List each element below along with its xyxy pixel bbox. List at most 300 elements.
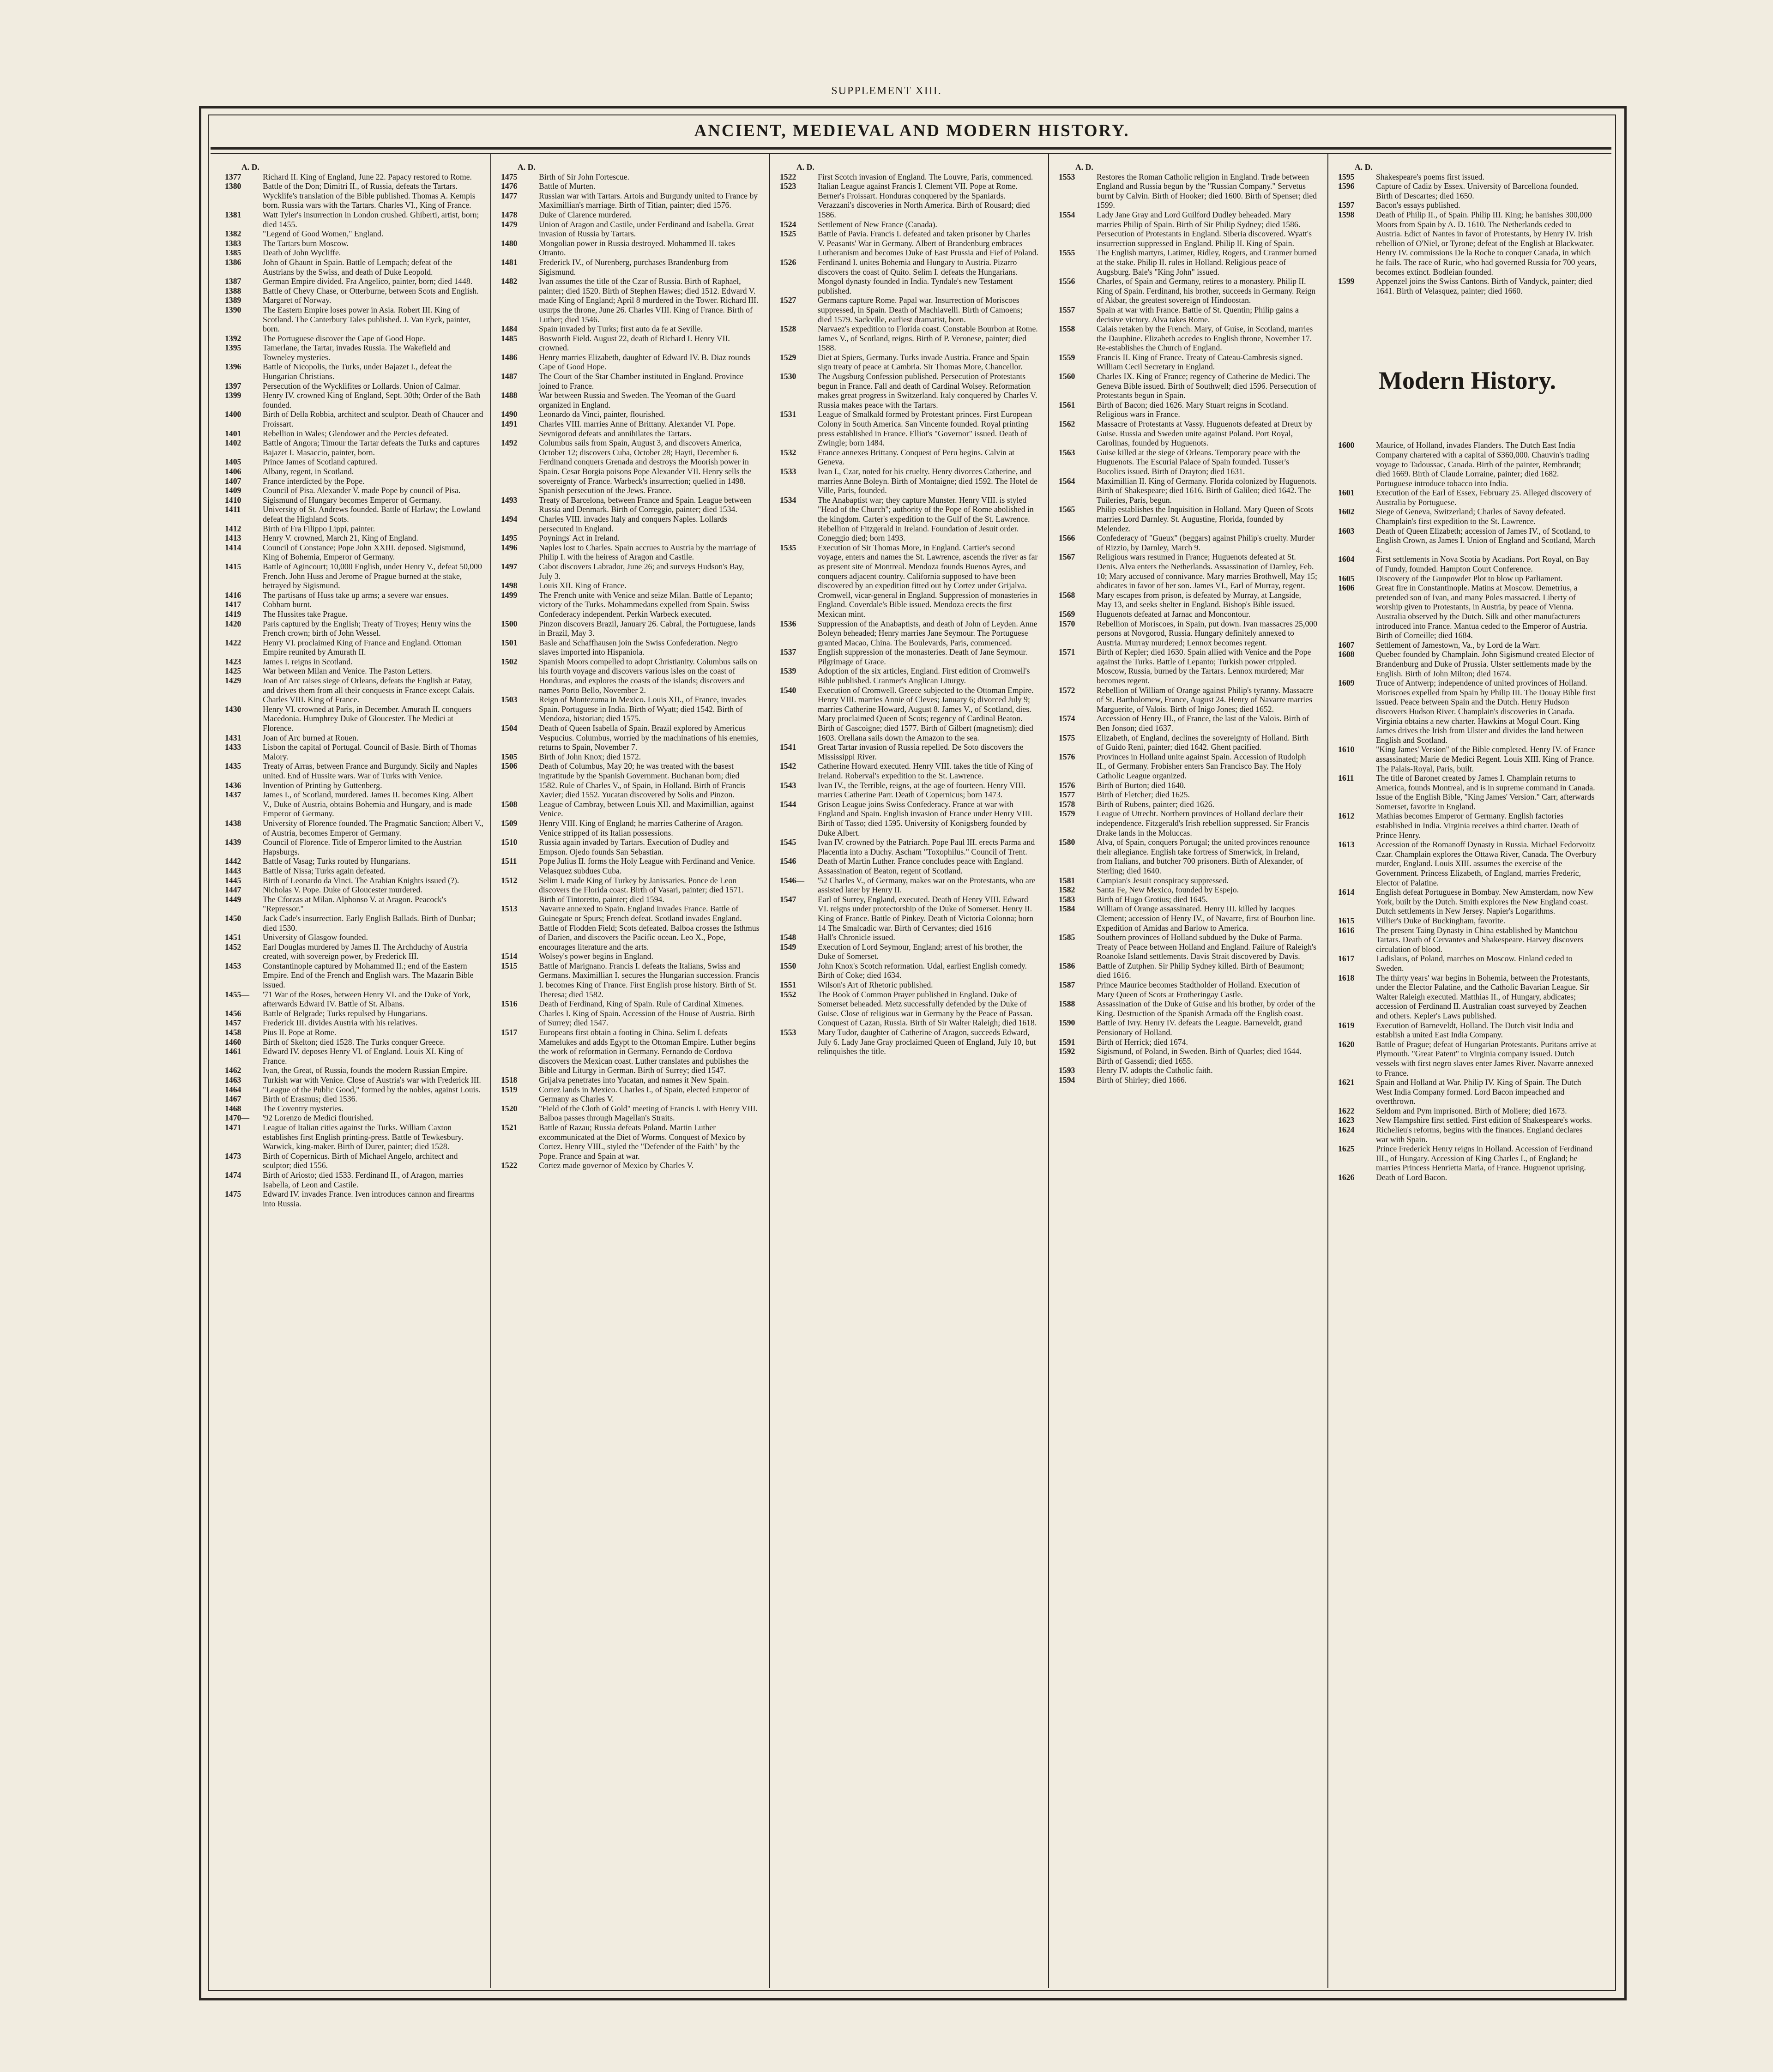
ad-heading: A. D. bbox=[1355, 163, 1373, 172]
entry-text: Ivan assumes the title of the Czar of Russia. Birth of Raphael, painter; died 1520. Birth of Stephen Hawes; died 1512. Edward V. made King of England; April 8 murdered in the Tower. Richard III. usurps the throne, June 26. Charles VIII. King of France. Birth of Luther; died 1546. bbox=[539, 277, 759, 324]
page-title: ANCIENT, MEDIEVAL AND MODERN HISTORY. bbox=[694, 121, 1130, 140]
history-entry bbox=[225, 457, 483, 467]
entry-year: 1509 bbox=[501, 818, 518, 828]
entry-year: 1585 bbox=[1059, 933, 1075, 942]
history-entry bbox=[501, 495, 760, 514]
entry-year: 1473 bbox=[225, 1151, 241, 1161]
entry-year: 1498 bbox=[501, 581, 518, 590]
entry-year: 1485 bbox=[501, 333, 518, 343]
history-entry bbox=[225, 1113, 483, 1123]
entry-text: Earl Douglas murdered by James II. The Archduchy of Austria created, with sovereign power, by Frederick III. bbox=[263, 942, 468, 961]
entry-year: 1508 bbox=[501, 799, 518, 809]
entry-year: 1460 bbox=[225, 1037, 241, 1047]
entry-text: The French unite with Venice and seize Milan. Battle of Lepanto; victory of the Turks. Mohammedans expelled from Spain. Swiss Confederacy independent. Perkin Warbeck executed. bbox=[539, 590, 753, 619]
entry-text: Settlement of Jamestown, Va., by Lord de la Warr. bbox=[1376, 640, 1540, 650]
entry-year: 1625 bbox=[1338, 1144, 1355, 1154]
entry-text: Battle of Nissa; Turks again defeated. bbox=[263, 866, 386, 875]
history-entry bbox=[1338, 1106, 1597, 1116]
entry-text: Birth of John Knox; died 1572. bbox=[539, 752, 641, 761]
entry-text: Accession of Henry III., of France, the last of the Valois. Birth of Ben Jonson; died 1637. bbox=[1097, 714, 1309, 733]
entry-year: 1593 bbox=[1059, 1066, 1075, 1075]
entry-text: Assassination of the Duke of Guise and his brother, by order of the King. Destruction of the Spanish Armada off the English coast. bbox=[1097, 999, 1315, 1018]
entry-text: Spain invaded by Turks; first auto da fe at Seville. bbox=[539, 324, 703, 334]
history-entry bbox=[225, 1047, 483, 1066]
history-entry bbox=[225, 885, 483, 895]
entry-year: 1610 bbox=[1338, 745, 1355, 754]
history-entry bbox=[1338, 640, 1597, 650]
entry-year: 1501 bbox=[501, 638, 518, 647]
entry-year: 1559 bbox=[1059, 352, 1075, 362]
entry-text: The Coventry mysteries. bbox=[263, 1103, 344, 1113]
entry-year: 1528 bbox=[780, 324, 796, 334]
entry-text: Spain at war with France. Battle of St. Quentin; Philip gains a decisive victory. Alva takes Rome. bbox=[1097, 305, 1299, 324]
history-entry bbox=[1338, 172, 1597, 182]
entry-text: Birth of Rubens, painter; died 1626. bbox=[1097, 799, 1214, 809]
entry-year: 1453 bbox=[225, 961, 241, 970]
entry-text: Spain and Holland at War. Philip IV. King of Spain. The Dutch West India Company formed. Lord Bacon impeached and overthrown. bbox=[1376, 1078, 1581, 1106]
entry-text: War between Russia and Sweden. The Yeoman of the Guard organized in England. bbox=[539, 391, 736, 410]
history-entry bbox=[225, 248, 483, 258]
history-entry bbox=[1338, 1021, 1597, 1040]
entry-text: Mary escapes from prison, is defeated by Murray, at Langside, May 13, and seeks shelter in England. Bishop's Bible issued. bbox=[1097, 590, 1301, 609]
entry-year: 1430 bbox=[225, 704, 241, 714]
history-entry bbox=[780, 324, 1038, 353]
entry-year: 1584 bbox=[1059, 904, 1075, 914]
history-entry bbox=[501, 324, 760, 334]
entry-year: 1435 bbox=[225, 761, 241, 771]
entry-year: 1390 bbox=[225, 305, 241, 314]
history-entry bbox=[1338, 1078, 1597, 1106]
history-entry bbox=[780, 619, 1038, 648]
entry-year: 1582 bbox=[1059, 885, 1075, 895]
entry-text: Albany, regent, in Scotland. bbox=[263, 467, 354, 476]
history-entry bbox=[780, 961, 1038, 980]
entry-year: 1620 bbox=[1338, 1039, 1355, 1049]
history-entry bbox=[501, 372, 760, 391]
entry-text: Cobham burnt. bbox=[263, 600, 312, 609]
entry-year: 1614 bbox=[1338, 887, 1355, 897]
history-entry bbox=[225, 181, 483, 210]
entry-year: 1383 bbox=[225, 238, 241, 248]
ad-heading: A. D. bbox=[1075, 163, 1093, 172]
entry-year: 1602 bbox=[1338, 507, 1355, 517]
column-divider bbox=[1048, 154, 1049, 1988]
history-entry bbox=[1338, 973, 1597, 1021]
history-entry bbox=[225, 239, 483, 248]
entry-text: Elizabeth, of England, declines the sovereignty of Holland. Birth of Guido Reni, painter; died 1642. Ghent pacified. bbox=[1097, 733, 1309, 752]
entry-text: Henry V. crowned, March 21, King of England. bbox=[263, 533, 418, 543]
history-entry bbox=[1059, 733, 1317, 752]
entry-year: 1476 bbox=[501, 181, 518, 191]
entry-text: Appenzel joins the Swiss Cantons. Birth of Vandyck, painter; died 1641. Birth of Velasquez, painter; died 1660. bbox=[1376, 277, 1592, 295]
history-entry bbox=[1059, 1018, 1317, 1037]
history-entry bbox=[1059, 961, 1317, 980]
history-entry bbox=[1059, 533, 1317, 552]
history-entry bbox=[225, 933, 483, 942]
history-entry bbox=[780, 781, 1038, 800]
entry-year: 1494 bbox=[501, 514, 518, 524]
entry-text: Birth of Erasmus; died 1536. bbox=[263, 1094, 357, 1104]
entry-year: 1569 bbox=[1059, 609, 1075, 619]
history-entry bbox=[1059, 609, 1317, 619]
history-entry bbox=[1059, 647, 1317, 685]
entry-year: 1480 bbox=[501, 238, 518, 248]
entry-year: 1586 bbox=[1059, 961, 1075, 970]
entry-text: Battle of the Don; Dimitri II., of Russia, defeats the Tartars. Wycklife's translation of the Bible published. Thomas A. Kempis born. Russia wars with the Tartars. Charles VI., King of France. bbox=[263, 181, 476, 210]
entry-text: Grijalva penetrates into Yucatan, and names it New Spain. bbox=[539, 1075, 729, 1084]
history-entry bbox=[501, 619, 760, 638]
entry-year: 1481 bbox=[501, 257, 518, 267]
entry-text: Discovery of the Gunpowder Plot to blow up Parliament. bbox=[1376, 573, 1563, 583]
entry-text: Bacon's essays published. bbox=[1376, 200, 1460, 210]
history-entry bbox=[1338, 745, 1597, 773]
entry-text: Spanish Moors compelled to adopt Christianity. Columbus sails on his fourth voyage and discovers various isles on the coast of Honduras, and explores the coasts of the islands; discovers and names Porto Bello, November 2. bbox=[539, 657, 757, 695]
entry-year: 1486 bbox=[501, 352, 518, 362]
entry-text: League of Cambray, between Louis XII. and Maximillian, against Venice. bbox=[539, 799, 754, 819]
history-entry bbox=[1059, 590, 1317, 609]
entry-year: 1615 bbox=[1338, 916, 1355, 925]
entry-year: 1607 bbox=[1338, 640, 1355, 650]
history-column-1 bbox=[225, 163, 483, 1982]
history-entry bbox=[1338, 440, 1597, 488]
entry-text: Cortez lands in Mexico. Charles I., of Spain, elected Emperor of Germany as Charles V. bbox=[539, 1084, 749, 1104]
history-entry bbox=[501, 391, 760, 410]
entry-text: Birth of Leonardo da Vinci. The Arabian Knights issued (?). bbox=[263, 875, 459, 885]
entry-year: 1436 bbox=[225, 780, 241, 790]
entry-text: James I. reigns in Scotland. bbox=[263, 657, 353, 666]
history-entry bbox=[225, 1009, 483, 1018]
history-entry bbox=[780, 942, 1038, 961]
entry-text: Wilson's Art of Rhetoric published. bbox=[818, 980, 933, 990]
entry-text: Restores the Roman Catholic religion in England. Trade between England and Russia begun by the "Russian Company." Servetus burnt by Calvin. Birth of Hooker; died 1600. Birth of Spenser; died 1599. bbox=[1097, 172, 1317, 210]
history-entry bbox=[1338, 840, 1597, 887]
history-entry bbox=[1059, 476, 1317, 505]
history-entry bbox=[501, 999, 760, 1028]
entry-year: 1468 bbox=[225, 1103, 241, 1113]
history-entry bbox=[225, 486, 483, 495]
entry-text: Execution of Lord Seymour, England; arrest of his brother, the Duke of Somerset. bbox=[818, 942, 1023, 961]
history-entry bbox=[225, 837, 483, 856]
entry-text: The thirty years' war begins in Bohemia, between the Protestants, under the Elector Palatine, and the Catholic Bavarian League. Sir Walter Raleigh executed. Matthias II., of Hungary, abdicates; accession of Ferdinand II. Australian coast surveyed by Zeachen and others. Kepler's Laws published. bbox=[1376, 973, 1590, 1020]
history-entry bbox=[225, 467, 483, 476]
history-entry bbox=[1059, 419, 1317, 448]
entry-text: Execution of Cromwell. Greece subjected to the Ottoman Empire. Henry VIII. marries Annie of Cleves; January 6; divorced July 9; marries Catherine Howard, August 8. James V., of Scotland, dies. Mary proclaimed Queen of Scots; regency of Cardinal Beaton. Birth of Gascoigne; died 1577. Birth of Gilbert (magnetism); died 1603. Orellana sails down the Amazon to the sea. bbox=[818, 685, 1034, 742]
history-entry bbox=[780, 742, 1038, 761]
entry-text: Birth of Burton; died 1640. bbox=[1097, 780, 1186, 790]
entry-year: 1458 bbox=[225, 1028, 241, 1037]
history-column-2 bbox=[501, 163, 760, 1982]
history-entry bbox=[225, 914, 483, 933]
entry-text: Battle of Pavia. Francis I. defeated and taken prisoner by Charles V. Peasants' War in Germany. Albert of Brandenburg embraces Lutheranism and becomes Duke of East Prussia and Fief of Poland. bbox=[818, 229, 1038, 258]
history-entry bbox=[780, 410, 1038, 447]
history-entry bbox=[225, 410, 483, 428]
entry-text: Frederick III. divides Austria with his relatives. bbox=[263, 1018, 417, 1028]
entry-text: Joan of Arc raises siege of Orleans, defeats the English at Patay, and drives them from all their conquests in France except Calais. Charles VIII. King of France. bbox=[263, 676, 475, 705]
entry-year: 1462 bbox=[225, 1066, 241, 1075]
history-entry bbox=[780, 229, 1038, 258]
entry-text: Birth of Hugo Grotius; died 1645. bbox=[1097, 894, 1208, 904]
history-entry bbox=[225, 990, 483, 1009]
entry-text: '52 Charles V., of Germany, makes war on the Protestants, who are assisted later by Henry II. bbox=[818, 875, 1036, 895]
entry-text: Truce of Antwerp; independence of united provinces of Holland. Moriscoes expelled from Spain by Philip III. The Douay Bible first issued. Peace between Spain and the Dutch. Henry Hudson discovers Hudson River. Champlain's discoveries in Canada. Virginia obtains a new charter. Hawkins at Mogul Court. King James drives the Irish from Ulster and divides the land between English and Scotland. bbox=[1376, 678, 1596, 745]
entry-year: 1546— bbox=[780, 875, 805, 885]
entry-year: 1557 bbox=[1059, 305, 1075, 314]
history-entry bbox=[225, 856, 483, 866]
entry-year: 1451 bbox=[225, 933, 241, 942]
entry-year: 1522 bbox=[780, 172, 796, 181]
entry-year: 1568 bbox=[1059, 590, 1075, 600]
entry-year: 1522 bbox=[501, 1161, 518, 1170]
history-entry bbox=[225, 438, 483, 457]
history-entry bbox=[780, 800, 1038, 837]
entry-year: 1499 bbox=[501, 590, 518, 600]
history-entry bbox=[225, 942, 483, 961]
entry-text: Accession of the Romanoff Dynasty in Russia. Michael Fedorvoitz Czar. Champlain explores the Ottawa River, Canada. The Overbury murder, England. Louis XIII. assumes the exercise of the Government. Princess Elizabeth, of England, marries Frederic, Elector of Palatine. bbox=[1376, 840, 1597, 887]
entry-text: Catherine Howard executed. Henry VIII. takes the title of King of Ireland. Roberval's expedition to the St. Lawrence. bbox=[818, 761, 1033, 780]
entry-text: Constantinople captured by Mohammed II.; end of the Eastern Empire. End of the French and English wars. The Mazarin Bible issued. bbox=[263, 961, 474, 990]
history-entry bbox=[780, 353, 1038, 372]
entry-year: 1381 bbox=[225, 210, 241, 219]
entry-text: Frederick IV., of Nurenberg, purchases Brandenburg from Sigismund. bbox=[539, 257, 729, 277]
history-entry bbox=[780, 933, 1038, 942]
entry-year: 1545 bbox=[780, 837, 796, 847]
entry-text: Narvaez's expedition to Florida coast. Constable Bourbon at Rome. James V., of Scotland, reigns. Birth of P. Veronese, painter; died 1588. bbox=[818, 324, 1038, 353]
history-entry bbox=[501, 761, 760, 799]
history-entry bbox=[501, 562, 760, 581]
entry-year: 1558 bbox=[1059, 324, 1075, 334]
entry-year: 1490 bbox=[501, 410, 518, 419]
entry-year: 1547 bbox=[780, 894, 796, 904]
entry-year: 1431 bbox=[225, 733, 241, 742]
entry-text: The Court of the Star Chamber instituted in England. Province joined to France. bbox=[539, 372, 744, 391]
entry-text: The Cforzas at Milan. Alphonso V. at Aragon. Peacock's "Repressor." bbox=[263, 894, 446, 914]
entry-text: Battle of Marignano. Francis I. defeats the Italians, Swiss and Germans. Maximillian I. secures the Hungarian succession. Francis I. becomes King of France. First English prose history. Birth of St. Theresa; died 1582. bbox=[539, 961, 760, 999]
history-entry bbox=[1059, 800, 1317, 809]
entry-text: Great Tartar invasion of Russia repelled. De Soto discovers the Mississippi River. bbox=[818, 742, 1024, 761]
entry-year: 1591 bbox=[1059, 1037, 1075, 1047]
entry-text: Battle of Prague; defeat of Hungarian Protestants. Puritans arrive at Plymouth. "Great Patent" to Virginia company issued. Dutch vessels with first negro slaves enter James River. Navarre annexed to France. bbox=[1376, 1039, 1597, 1078]
entry-text: Maximillian II. King of Germany. Florida colonized by Huguenots. Birth of Shakespeare; died 1616. Birth of Galileo; died 1642. The Tuileries, Paris, begun. bbox=[1097, 476, 1317, 505]
entry-year: 1617 bbox=[1338, 954, 1355, 964]
history-entry bbox=[780, 220, 1038, 229]
entry-text: Council of Florence. Title of Emperor limited to the Austrian Hapsburgs. bbox=[263, 837, 462, 856]
entry-year: 1464 bbox=[225, 1084, 241, 1094]
entry-year: 1555 bbox=[1059, 248, 1075, 258]
entry-year: 1443 bbox=[225, 866, 241, 875]
history-entry bbox=[501, 239, 760, 258]
supplement-label: SUPPLEMENT XIII. bbox=[831, 85, 942, 97]
history-entry bbox=[780, 543, 1038, 619]
entry-text: Henry VI. proclaimed King of France and England. Ottoman Empire reunited by Amurath II. bbox=[263, 638, 462, 657]
entry-year: 1518 bbox=[501, 1075, 518, 1084]
history-entry bbox=[1059, 904, 1317, 933]
entry-text: Birth of Skelton; died 1528. The Turks conquer Greece. bbox=[263, 1037, 445, 1047]
entry-text: Quebec founded by Champlain. John Sigismund created Elector of Brandenburg and Duke of Prussia. Ulster settlements made by the English. Birth of John Milton; died 1674. bbox=[1376, 650, 1595, 678]
entry-text: University of Florence founded. The Pragmatic Sanction; Albert V., of Austria, becomes Emperor of Germany. bbox=[263, 818, 483, 837]
history-entry bbox=[780, 1028, 1038, 1056]
entry-text: Prince James of Scotland captured. bbox=[263, 457, 378, 467]
entry-text: Germans capture Rome. Papal war. Insurrection of Moriscoes suppressed, in Spain. Death of Machiavelli. Birth of Camoens; died 1579. Sackville, earliest dramatist, born. bbox=[818, 295, 1023, 324]
entry-year: 1622 bbox=[1338, 1106, 1355, 1115]
entry-year: 1422 bbox=[225, 638, 241, 647]
entry-text: Siege of Geneva, Switzerland; Charles of Savoy defeated. Champlain's first expedition to the St. Lawrence. bbox=[1376, 507, 1566, 526]
entry-text: "Field of the Cloth of Gold" meeting of Francis I. with Henry VIII. Balboa passes through Magellan's Straits. bbox=[539, 1103, 758, 1123]
history-entry bbox=[1059, 895, 1317, 904]
entry-year: 1600 bbox=[1338, 440, 1355, 450]
entry-year: 1392 bbox=[225, 333, 241, 343]
history-entry bbox=[225, 590, 483, 600]
entry-text: Ladislaus, of Poland, marches on Moscow. Finland ceded to Sweden. bbox=[1376, 954, 1573, 973]
history-entry bbox=[1059, 933, 1317, 961]
entry-year: 1554 bbox=[1059, 210, 1075, 219]
entry-year: 1519 bbox=[501, 1084, 518, 1094]
entry-text: League of Utrecht. Northern provinces of Holland declare their independence. Fitzgerald's Irish rebellion suppressed. Sir Francis Drake lands in the Moluccas. bbox=[1097, 809, 1309, 837]
entry-year: 1621 bbox=[1338, 1078, 1355, 1087]
entry-text: Battle of Murten. bbox=[539, 181, 596, 191]
entry-year: 1581 bbox=[1059, 875, 1075, 885]
entry-year: 1401 bbox=[225, 428, 241, 438]
entry-year: 1445 bbox=[225, 875, 241, 885]
entry-text: First Scotch invasion of England. The Louvre, Paris, commenced. bbox=[818, 172, 1033, 181]
entry-text: Charles IX. King of France; regency of Catherine de Medici. The Geneva Bible issued. Birth of Southwell; died 1596. Persecution of Protestants begun in Spain. bbox=[1097, 372, 1317, 400]
entry-year: 1452 bbox=[225, 942, 241, 952]
entry-year: 1463 bbox=[225, 1075, 241, 1084]
history-entry bbox=[1059, 1066, 1317, 1075]
entry-year: 1524 bbox=[780, 219, 796, 229]
entry-text: The Eastern Empire loses power in Asia. Robert III. King of Scotland. The Canterbury Tales published. J. Van Eyck, painter, born. bbox=[263, 305, 471, 334]
history-entry bbox=[225, 391, 483, 410]
history-entry bbox=[780, 295, 1038, 324]
entry-year: 1449 bbox=[225, 894, 241, 904]
entry-year: 1397 bbox=[225, 381, 241, 391]
history-entry bbox=[225, 657, 483, 667]
entry-text: The Portuguese discover the Cape of Good Hope. bbox=[263, 333, 425, 343]
entry-year: 1526 bbox=[780, 257, 796, 267]
entry-text: Grison League joins Swiss Confederacy. France at war with England and Spain. English invasion of France under Henry VIII. Birth of Tasso; died 1595. University of Konigsberg founded by Duke Albert. bbox=[818, 799, 1032, 837]
history-entry bbox=[225, 1151, 483, 1170]
entry-year: 1387 bbox=[225, 277, 241, 286]
entry-text: Henry VIII. King of England; he marries Catherine of Aragon. Venice stripped of its Italian possessions. bbox=[539, 818, 743, 837]
entry-year: 1605 bbox=[1338, 573, 1355, 583]
entry-year: 1537 bbox=[780, 647, 796, 657]
entry-year: 1475 bbox=[225, 1189, 241, 1199]
entry-year: 1533 bbox=[780, 467, 796, 476]
entry-year: 1402 bbox=[225, 438, 241, 448]
entry-text: Southern provinces of Holland subdued by the Duke of Parma. Treaty of Peace between Holland and England. Failure of Raleigh's Roanoke Island settlements. Davis Strait discovered by Davis. bbox=[1097, 933, 1317, 961]
history-entry bbox=[1059, 324, 1317, 353]
entry-text: Huguenots defeated at Jarnac and Moncontour. bbox=[1097, 609, 1251, 619]
entry-text: War between Milan and Venice. The Paston Letters. bbox=[263, 666, 432, 676]
entry-text: Wolsey's power begins in England. bbox=[539, 952, 653, 961]
column-divider bbox=[1327, 154, 1328, 1988]
history-column-3 bbox=[780, 163, 1038, 1982]
entry-text: League of Smalkald formed by Protestant princes. First European Colony in South America. San Vincente founded. Royal printing press established in France. Elliot's "Governor" issued. Death of Zwingle; born 1484. bbox=[818, 410, 1032, 448]
entry-text: Richard II. King of England, June 22. Papacy restored to Rome. bbox=[263, 172, 472, 181]
history-entry bbox=[225, 876, 483, 885]
entry-year: 1534 bbox=[780, 495, 796, 505]
history-entry bbox=[225, 1075, 483, 1085]
entry-text: Prince Frederick Henry reigns in Holland. Accession of Ferdinand III., of Hungary. Accession of King Charles I., of England; he marries Princess Henrietta Maria, of France. Huguenot uprising. bbox=[1376, 1144, 1593, 1173]
history-entry bbox=[1059, 999, 1317, 1018]
entry-text: Basle and Schaffhausen join the Swiss Confederation. Negro slaves imported into Hispaniola. bbox=[539, 638, 738, 657]
entry-year: 1575 bbox=[1059, 733, 1075, 742]
entry-year: 1612 bbox=[1338, 811, 1355, 821]
entry-year: 1484 bbox=[501, 324, 518, 334]
entry-year: 1587 bbox=[1059, 980, 1075, 990]
entry-text: Rebellion of Moriscoes, in Spain, put down. Ivan massacres 25,000 persons at Novgorod, Russia. Hungary definitely annexed to Austria. Murray murdered; Lennox becomes regent. bbox=[1097, 619, 1317, 647]
entry-year: 1515 bbox=[501, 961, 518, 970]
history-entry bbox=[501, 191, 760, 210]
history-entry bbox=[1338, 488, 1597, 507]
entry-text: The Hussites take Prague. bbox=[263, 609, 348, 619]
entry-text: Union of Aragon and Castile, under Ferdinand and Isabella. Great invasion of Russia by Tartars. bbox=[539, 219, 754, 239]
entry-text: Rebellion of William of Orange against Philip's tyranny. Massacre of St. Bartholomew, France, August 24. Henry of Navarre marries Marguerite, of Valois. Birth of Inigo Jones; died 1652. bbox=[1097, 685, 1314, 714]
entry-year: 1544 bbox=[780, 799, 796, 809]
entry-text: Alva, of Spain, conquers Portugal; the united provinces renounce their allegiance. English take fortress of Smerwick, in Ireland, from Italians, and butcher 700 prisoners. Birth of Alexander, of Sterling; died 1640. bbox=[1097, 837, 1310, 875]
history-entry bbox=[225, 495, 483, 505]
history-entry bbox=[1059, 980, 1317, 999]
history-entry bbox=[225, 638, 483, 657]
entry-text: '71 War of the Roses, between Henry VI. and the Duke of York, afterwards Edward IV. Battle of St. Albans. bbox=[263, 989, 471, 1009]
entry-text: Maurice, of Holland, invades Flanders. The Dutch East India Company chartered with a capital of $360,000. Chauvin's trading voyage to Tadoussac, Canada. Birth of the painter, Rembrandt; died 1669. Birth of Claude Lorraine, painter; died 1682. Portuguese introduce tobacco into India. bbox=[1376, 440, 1589, 488]
entry-text: Execution of Barneveldt, Holland. The Dutch visit India and establish a united East India Company. bbox=[1376, 1020, 1574, 1040]
entry-text: Henry VI. crowned at Paris, in December. Amurath II. conquers Macedonia. Humphrey Duke of Gloucester. The Medici at Florence. bbox=[263, 704, 472, 733]
entry-text: Battle of Razau; Russia defeats Poland. Martin Luther excommunicated at the Diet of Worms. Conquest of Mexico by Cortez. Henry VIII., styled the "Defender of the Faith" by the Pope. France and Spain at war. bbox=[539, 1122, 746, 1161]
entry-text: Turkish war with Venice. Close of Austria's war with Frederick III. bbox=[263, 1075, 481, 1084]
history-entry bbox=[501, 695, 760, 723]
entry-text: John of Ghaunt in Spain. Battle of Lempach; defeat of the Austrians by the Swiss, and death of Duke Leopold. bbox=[263, 257, 452, 277]
history-entry bbox=[225, 362, 483, 381]
entry-text: France interdicted by the Pope. bbox=[263, 476, 365, 486]
entry-year: 1406 bbox=[225, 467, 241, 476]
entry-text: Death of Queen Isabella of Spain. Brazil explored by Americus Vespucius. Columbus, worried by the machinations of his enemies, returns to Spain, November 7. bbox=[539, 723, 759, 752]
history-entry bbox=[1059, 172, 1317, 210]
history-entry bbox=[780, 876, 1038, 895]
entry-text: Birth of Fra Filippo Lippi, painter. bbox=[263, 524, 375, 533]
entry-year: 1447 bbox=[225, 885, 241, 895]
entry-text: Nicholas V. Pope. Duke of Gloucester murdered. bbox=[263, 885, 422, 895]
entry-text: Battle of Zutphen. Sir Philip Sydney killed. Birth of Beaumont; died 1616. bbox=[1097, 961, 1304, 980]
history-entry bbox=[1059, 1037, 1317, 1047]
entry-year: 1405 bbox=[225, 457, 241, 467]
history-entry bbox=[225, 790, 483, 819]
history-entry bbox=[780, 372, 1038, 410]
entry-text: First settlements in Nova Scotia by Acadians. Port Royal, on Bay of Fundy, founded. Hampton Court Conference. bbox=[1376, 554, 1589, 574]
entry-text: Death of John Wycliffe. bbox=[263, 248, 341, 258]
entry-year: 1470— bbox=[225, 1113, 250, 1123]
entry-text: Death of Martin Luther. France concludes peace with England. Assassination of Beaton, regent of Scotland. bbox=[818, 856, 1023, 875]
history-entry bbox=[1338, 181, 1597, 200]
entry-year: 1613 bbox=[1338, 840, 1355, 849]
history-entry bbox=[225, 1189, 483, 1208]
history-entry bbox=[225, 961, 483, 990]
entry-text: Battle of Vasag; Turks routed by Hungarians. bbox=[263, 856, 410, 866]
entry-text: Henry IV. adopts the Catholic faith. bbox=[1097, 1066, 1213, 1075]
history-entry bbox=[1338, 200, 1597, 210]
entry-text: Battle of Ivry. Henry IV. defeats the League. Barneveldt, grand Pensionary of Holland. bbox=[1097, 1018, 1302, 1037]
entry-year: 1478 bbox=[501, 210, 518, 219]
history-entry bbox=[1338, 650, 1597, 678]
history-entry bbox=[1059, 353, 1317, 372]
entry-text: Mary Tudor, daughter of Catherine of Aragon, succeeds Edward, July 6. Lady Jane Gray proclaimed Queen of England, July 10, but relinquishes the title. bbox=[818, 1028, 1036, 1056]
entry-year: 1626 bbox=[1338, 1173, 1355, 1182]
history-entry bbox=[225, 600, 483, 609]
history-entry bbox=[225, 1037, 483, 1047]
entry-text: Jack Cade's insurrection. Early English Ballads. Birth of Dunbar; died 1530. bbox=[263, 913, 476, 933]
entry-text: Joan of Arc burned at Rouen. bbox=[263, 733, 359, 742]
history-entry bbox=[1059, 809, 1317, 837]
entry-text: New Hampshire first settled. First edition of Shakespeare's works. bbox=[1376, 1115, 1592, 1125]
